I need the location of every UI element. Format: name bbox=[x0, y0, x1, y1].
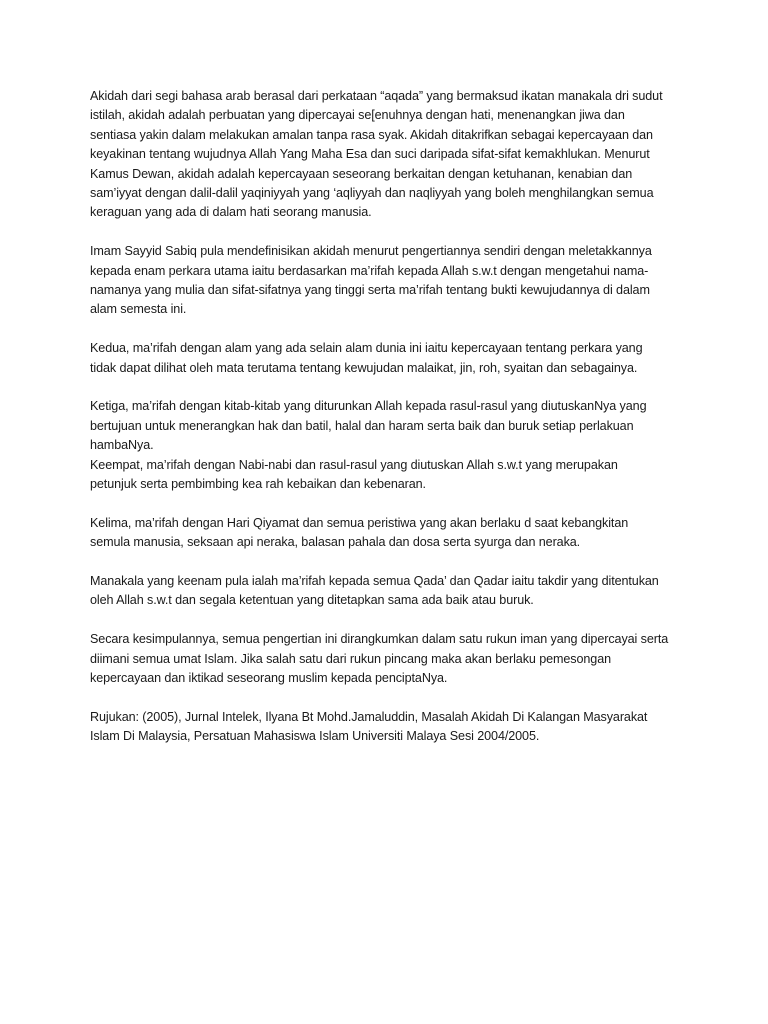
paragraph-sayyid-sabiq: Imam Sayyid Sabiq pula mendefinisikan akidah menurut pengertiannya sendiri dengan meletakkannya kepada enam perkara utama iaitu berdasarkan ma’rifah kepada Allah s.w.t dengan mengetahui nama- namanya yang mulia dan sifat-sifatnya yang tinggi serta ma’rifah tentang bukti kewujudannya di dalam alam semesta ini. bbox=[90, 244, 652, 317]
paragraph-keempat: Keempat, ma’rifah dengan Nabi-nabi dan rasul-rasul yang diutuskan Allah s.w.t yang merupakan petunjuk serta pembimbing kea rah kebaikan dan kebenaran. bbox=[90, 457, 618, 492]
paragraph-keenam: Manakala yang keenam pula ialah ma’rifah kepada semua Qada’ dan Qadar iaitu takdir yang ditentukan oleh Allah s.w.t dan segala ketentuan yang ditetapkan sama ada baik atau buruk. bbox=[90, 574, 659, 608]
paragraph-kelima: Kelima, ma’rifah dengan Hari Qiyamat dan semua peristiwa yang akan berlaku d saat kebangkitan semula manusia, seksaan api neraka, balasan pahala dan dosa serta syurga dan neraka. bbox=[90, 515, 629, 550]
document-body bbox=[90, 87, 678, 766]
paragraph-kesimpulan: Secara kesimpulannya, semua pengertian ini dirangkumkan dalam satu rukun iman yang dipercayai serta diimani semua umat Islam. Jika salah satu dari rukun pincang maka akan berlaku pemesongan kepercayaan dan iktikad seseorang muslim kepada penciptaNya. bbox=[90, 632, 669, 686]
paragraph-akidah-definition: Akidah dari segi bahasa arab berasal dari perkataan “aqada” yang bermaksud ikatan manakala dri sudut istilah, akidah adalah perbuatan yang dipercayai se[enuhnya dengan hati, menenangkan jiwa dan sentiasa yakin dalam melakukan amalan tanpa rasa syak. Akidah ditakrifkan sebagai kepercayaan dan keyakinan tentang wujudnya Allah Yang Maha Esa dan suci daripada sifat-sifat kemakhlukan. Menurut Kamus Dewan, akidah adalah kepercayaan seseorang berkaitan dengan ketuhanan, kenabian dan sam’iyyat dengan dalil-dalil yaqiniyyah yang ‘aqliyyah dan naqliyyah yang boleh menghilangkan semua keraguan yang ada di dalam hati seorang manusia. bbox=[90, 89, 663, 220]
paragraph-ketiga: Ketiga, ma’rifah dengan kitab-kitab yang diturunkan Allah kepada rasul-rasul yang diutuskanNya yang bertujuan untuk menerangkan hak dan batil, halal dan haram serta baik dan buruk setiap perlakuan hambaNya. bbox=[90, 399, 647, 453]
paragraph-rujukan: Rujukan: (2005), Jurnal Intelek, Ilyana Bt Mohd.Jamaluddin, Masalah Akidah Di Kalangan Masyarakat Islam Di Malaysia, Persatuan Mahasiswa Islam Universiti Malaya Sesi 2004/2005. bbox=[90, 709, 648, 744]
paragraph-kedua: Kedua, ma’rifah dengan alam yang ada selain alam dunia ini iaitu kepercayaan tentang perkara yang tidak dapat dilihat oleh mata terutama tentang kewujudan malaikat, jin, roh, syaitan dan sebagainya. bbox=[90, 341, 643, 375]
